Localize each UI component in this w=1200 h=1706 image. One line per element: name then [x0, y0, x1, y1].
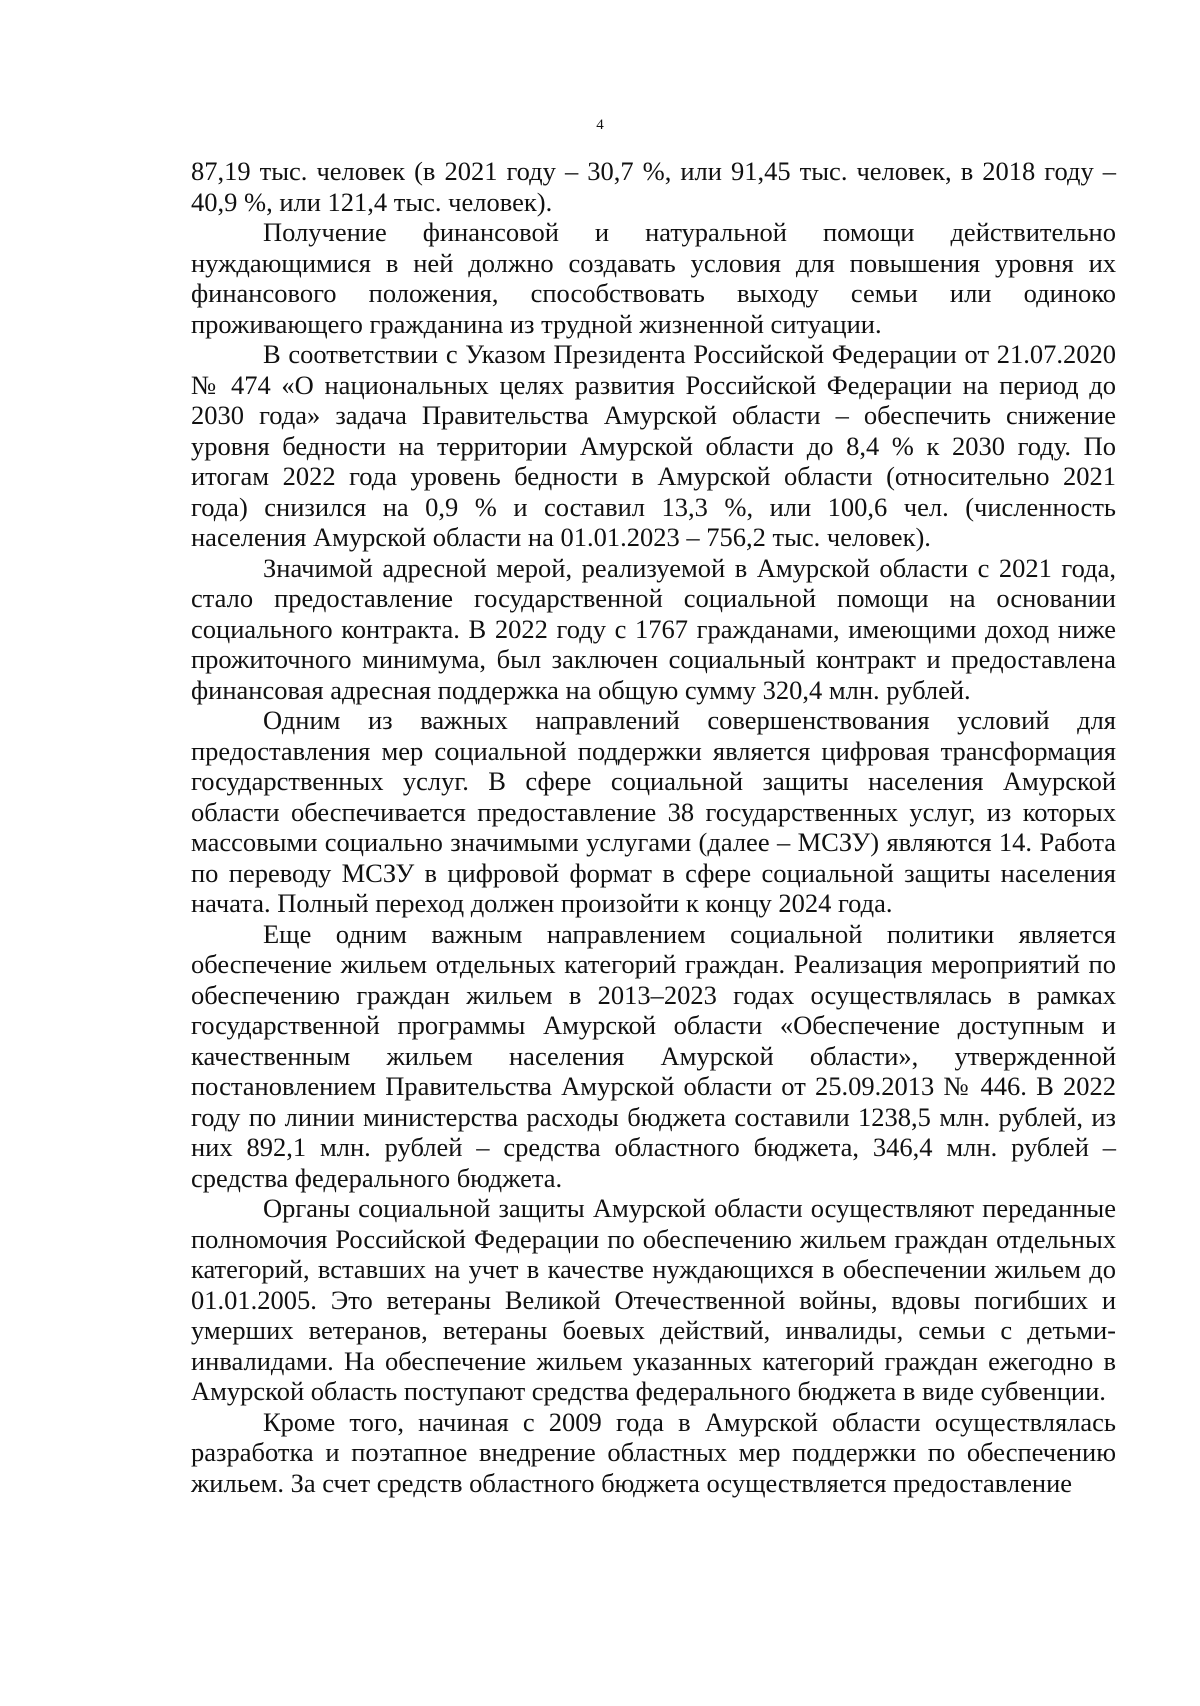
paragraph-digital-transformation: Одним из важных направлений совершенствования условий для предоставления мер социальной поддержки является цифровая трансформация государственных услуг. В сфере социальной защиты населения Амурской области обеспечивается предоставление 38 государственных услуг, из которых массовыми социально значимыми услугами (далее – МСЗУ) являются 14. Работа по переводу МСЗУ в цифровой формат в сфере социальной защиты населения начата. Полный переход должен произойти к концу 2024 года.: [191, 705, 1116, 918]
paragraph-continuation: 87,19 тыс. человек (в 2021 году – 30,7 %, или 91,45 тыс. человек, в 2018 году – 40,9 %, или 121,4 тыс. человек).: [191, 156, 1116, 217]
paragraph-social-contract: Значимой адресной мерой, реализуемой в Амурской области с 2021 года, стало предоставление государственной социальной помощи на основании социального контракта. В 2022 году с 1767 гражданами, имеющими доход ниже прожиточного минимума, был заключен социальный контракт и предоставлена финансовая адресная поддержка на общую сумму 320,4 млн. рублей.: [191, 552, 1116, 705]
paragraph-presidential-decree: В соответствии с Указом Президента Российской Федерации от 21.07.2020 № 474 «О национальных целях развития Российской Федерации на период до 2030 года» задача Правительства Амурской области – обеспечить снижение уровня бедности на территории Амурской области до 8,4 % к 2030 году. По итогам 2022 года уровень бедности в Амурской области (относительно 2021 года) снизился на 0,9 % и составил 13,3 %, или 100,6 чел. (численность населения Амурской области на 01.01.2023 – 756,2 тыс. человек).: [191, 339, 1116, 552]
document-body: [191, 156, 1116, 1498]
page-number: 4: [596, 117, 604, 133]
paragraph-financial-aid: Получение финансовой и натуральной помощи действительно нуждающимися в ней должно создавать условия для повышения уровня их финансового положения, способствовать выходу семьи или одиноко проживающего гражданина из трудной жизненной ситуации.: [191, 217, 1116, 339]
paragraph-regional-measures: Кроме того, начиная с 2009 года в Амурской области осуществлялась разработка и поэтапное внедрение областных мер поддержки по обеспечению жильем. За счет средств областного бюджета осуществляется предоставление: [191, 1406, 1116, 1498]
paragraph-housing-program: Еще одним важным направлением социальной политики является обеспечение жильем отдельных категорий граждан. Реализация мероприятий по обеспечению граждан жильем в 2013–2023 годах осуществлялась в рамках государственной программы Амурской области «Обеспечение доступным и качественным жильем населения Амурской области», утвержденной постановлением Правительства Амурской области от 25.09.2013 № 446. В 2022 году по линии министерства расходы бюджета составили 1238,5 млн. рублей, из них 892,1 млн. рублей – средства областного бюджета, 346,4 млн. рублей – средства федерального бюджета.: [191, 918, 1116, 1193]
paragraph-delegated-powers: Органы социальной защиты Амурской области осуществляют переданные полномочия Российской Федерации по обеспечению жильем граждан отдельных категорий, вставших на учет в качестве нуждающихся в обеспечении жильем до 01.01.2005. Это ветераны Великой Отечественной войны, вдовы погибших и умерших ветеранов, ветераны боевых действий, инвалиды, семьи с детьми-инвалидами. На обеспечение жильем указанных категорий граждан ежегодно в Амурской область поступают средства федерального бюджета в виде субвенции.: [191, 1193, 1116, 1406]
